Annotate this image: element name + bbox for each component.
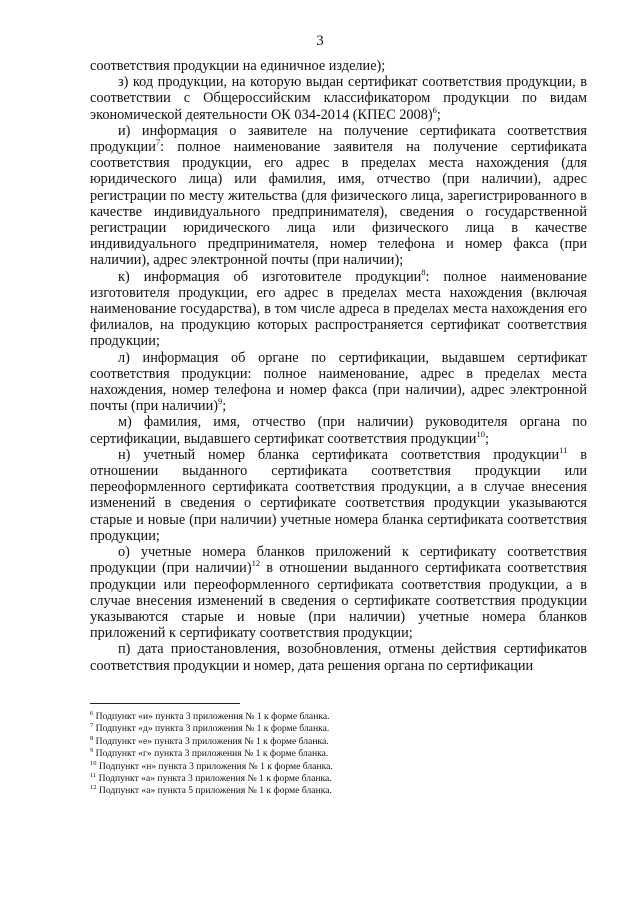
footnotes [90, 711, 587, 798]
paragraph-p: п) дата приостановления, возобновления, отмены действия сертификатов соответствия продукции и номер, дата решения органа по сертификации [90, 641, 587, 674]
body-text [90, 58, 587, 674]
footnote-ref-7[interactable]: 7 [155, 137, 161, 148]
footnote-ref-10[interactable]: 10 [476, 428, 485, 439]
footnote-ref-11[interactable]: 11 [559, 445, 568, 456]
footnote-ref-12[interactable]: 12 [251, 558, 261, 569]
footnote-10: $^{10}$ Подпункт «н» пункта 3 приложения № 1 к форме бланка. [90, 759, 333, 772]
paragraph-o: о) учетные номера бланков приложений к сертификату соответствия продукции (при наличии)$^{12}$ в отношении выданного сертификата соответствия продукции или переоформленного сертификата соответствия продукции, а в случае внесения изменений в сведения о сертификате соответствия продукции указываются старые и новые (при наличии) учетные номера бланков приложений к сертификату соответствия продукции; [90, 544, 587, 642]
footnote-9: $^9$ Подпункт «г» пункта 3 приложения № 1 к форме бланка. [90, 747, 329, 760]
page-number: 3 [316, 33, 324, 49]
paragraph-z: з) код продукции, на которую выдан сертификат соответствия продукции, в соответствии с Общероссийским классификатором продукции по видам экономической деятельности ОК 034-2014 (КПЕС 2008)$^6$; [90, 74, 587, 123]
paragraph-n: н) учетный номер бланка сертификата соответствия продукции$^{11}$ в отношении выданного сертификата соответствия продукции или переоформленного сертификата соответствия продукции, а в случае внесения изменений в сведения о сертификате соответствия продукции указываются старые и новые (при наличии) учетные номера бланка сертификата соответствия продукции; [90, 445, 587, 544]
footnote-12: $^{12}$ Подпункт «а» пункта 5 приложения № 1 к форме бланка. [90, 784, 332, 797]
paragraph-k: к) информация об изготовителе продукции$^8$: полное наименование изготовителя продукции, его адрес в пределах места нахождения (включая наименование государства), в том числе адреса в пределах места нахождения его филиалов, на продукцию которых распространяется сертификат соответствия продукции; [90, 266, 587, 350]
footnote-8: $^8$ Подпункт «е» пункта 3 приложения № 1 к форме бланка. [90, 734, 329, 747]
paragraph-i: и) информация о заявителе на получение сертификата соответствия продукции$^7$: полное наименование заявителя на получение сертификата соответствия продукции, его адрес в пределах места нахождения (для юридического лица) или фамилия, имя, отчество (при наличии), адрес регистрации по месту жительства (для физического лица, зарегистрированного в качестве индивидуального предпринимателя), сведения о государственной регистрации юридического лица или физического лица в качестве индивидуального предпринимателя, номер телефона и номер факса (при наличии), адрес электронной почты (при наличии); [90, 122, 587, 269]
paragraph-z-continuation: соответствия продукции на единичное изделие); [90, 58, 386, 74]
paragraph-m: м) фамилия, имя, отчество (при наличии) руководителя органа по сертификации, выдавшего сертификат соответствия продукции$^{10}$; [90, 414, 587, 447]
footnote-divider [90, 703, 240, 704]
footnote-ref-8[interactable]: 8 [421, 266, 426, 277]
footnote-7: $^7$ Подпункт «д» пункта 3 приложения № 1 к форме бланка. [90, 722, 330, 735]
paragraph-l: л) информация об органе по сертификации, выдавшем сертификат соответствия продукции: полное наименование, адрес в пределах места нахождения, номер телефона и номер факса (при наличии), адрес электронной почты (при наличии)$^9$; [90, 349, 587, 415]
footnote-11: $^{11}$ Подпункт «а» пункта 3 приложения № 1 к форме бланка. [90, 771, 332, 785]
footnote-ref-6[interactable]: 6 [432, 104, 437, 115]
footnote-ref-9[interactable]: 9 [218, 396, 223, 407]
footnote-6: $^6$ Подпункт «и» пункта 3 приложения № 1 к форме бланка. [90, 709, 330, 722]
